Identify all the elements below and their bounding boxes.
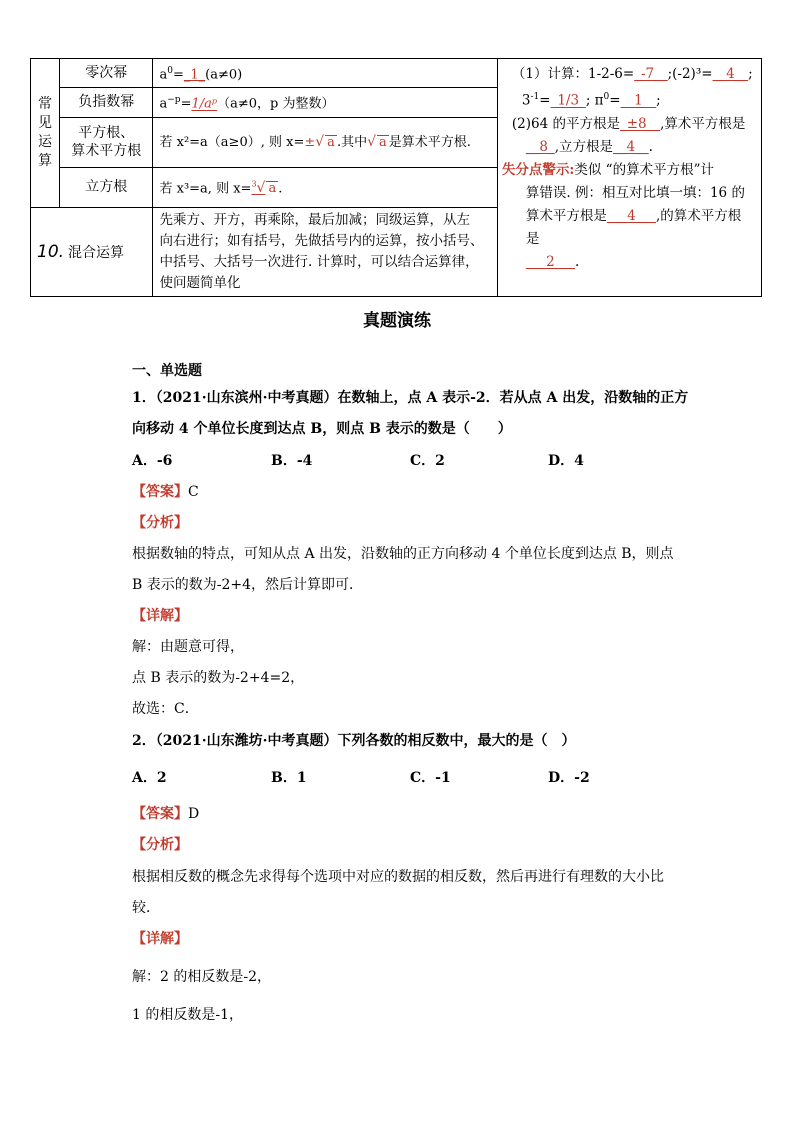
note-sup: 0 bbox=[603, 92, 610, 102]
f-text: = bbox=[172, 67, 184, 83]
side-char: 常 bbox=[38, 95, 53, 112]
note-line-3 bbox=[512, 113, 753, 136]
note-text: ,的算术平方根是 bbox=[525, 207, 742, 247]
item-number: 10. bbox=[37, 241, 65, 262]
side-label bbox=[31, 59, 60, 208]
name-text: 平方根、 bbox=[78, 125, 135, 142]
answer-value: C bbox=[188, 484, 199, 500]
q1-analysis-tag: 【分析】 bbox=[132, 515, 188, 531]
q1-option-a: A．-6 bbox=[132, 453, 173, 469]
q1-line-2: 向移动 4 个单位长度到达点 B，则点 B 表示的数是（ ） bbox=[132, 421, 512, 437]
f-text: .其中 bbox=[336, 134, 368, 150]
note-text: 3 bbox=[521, 92, 531, 109]
note-text: ; bbox=[748, 66, 753, 82]
rule-line: 中括号、大括号一次进行. 计算时，可以结合运算律， bbox=[159, 253, 479, 270]
f-text: 若 x²=a（a≥0）, 则 x= bbox=[159, 134, 305, 150]
note-line-5 bbox=[502, 159, 753, 182]
mixed-operation-name bbox=[31, 207, 153, 296]
note-line-2 bbox=[512, 86, 753, 113]
note-text: ,算术平方根是 bbox=[660, 115, 746, 132]
cube-root-formula bbox=[153, 167, 497, 207]
note-text: (2)64 的平方根是 bbox=[511, 115, 620, 132]
f-text: a bbox=[159, 67, 168, 83]
f-text: 若 x³=a, 则 x= bbox=[159, 181, 252, 197]
f-sup: −p bbox=[167, 95, 181, 106]
q1-detail-line-3: 故选：C． bbox=[132, 701, 199, 717]
q2-detail-line-1: 解：2 的相反数是-2， bbox=[132, 969, 271, 985]
q2-detail-tag: 【详解】 bbox=[132, 931, 188, 947]
note-text: 算术平方根是 bbox=[525, 207, 607, 224]
note-answer: ___2___ bbox=[525, 253, 575, 270]
zero-power-name: 零次幂 bbox=[60, 59, 153, 88]
note-answer: __1__ bbox=[620, 92, 657, 109]
q2-analysis-tag: 【分析】 bbox=[132, 837, 188, 853]
f-text: （a≠0，p 为整数） bbox=[217, 96, 335, 112]
q1-answer bbox=[132, 481, 199, 501]
note-sup: -1 bbox=[530, 92, 540, 102]
note-answer: __4__ bbox=[712, 66, 749, 82]
sqrt-answer: ±√ a bbox=[304, 133, 335, 150]
f-text: . bbox=[278, 181, 283, 197]
note-answer: __8_ bbox=[525, 138, 555, 155]
note-line-7 bbox=[512, 205, 753, 251]
radicand: a bbox=[379, 134, 387, 150]
answer-tag: 【答案】 bbox=[132, 484, 188, 500]
note-text: . bbox=[574, 253, 580, 270]
rule-line: 先乘方、开方，再乘除，最后加减；同级运算，从左 bbox=[159, 211, 470, 228]
note-answer: _-7__ bbox=[634, 66, 668, 82]
note-text: （1）计算：1-2-6= bbox=[511, 66, 635, 82]
square-root-formula: 若 x²=a（a≥0）, 则 x=±√ a .其中√ a 是算术平方根. bbox=[153, 117, 497, 167]
q1-detail-line-1: 解：由题意可得， bbox=[132, 639, 244, 655]
warning-label: 失分点警示: bbox=[501, 161, 575, 178]
note-answer: _±8__ bbox=[619, 115, 661, 132]
section-title: 一、单选题 bbox=[132, 363, 202, 379]
note-text: ,立方根是 bbox=[554, 138, 614, 155]
side-char: 运 bbox=[38, 133, 53, 150]
q1-option-d: D．4 bbox=[548, 453, 584, 469]
q1-line-1: 1．（2021·山东滨州·中考真题）在数轴上，点 A 表示-2．若从点 A 出发，沿数轴的正方 bbox=[132, 390, 689, 406]
note-text: = bbox=[539, 92, 551, 109]
note-text: 类似 “的算术平方根”计 bbox=[574, 161, 714, 178]
name-text: 混合运算 bbox=[68, 244, 125, 261]
note-text: ; π bbox=[585, 92, 604, 109]
q2-analysis-line-2: 较． bbox=[132, 900, 160, 916]
note-text: = bbox=[609, 92, 621, 109]
answer-tag: 【答案】 bbox=[132, 806, 188, 822]
answer-value: D bbox=[188, 806, 200, 822]
note-line-8 bbox=[512, 251, 753, 274]
mixed-operation-rule bbox=[153, 207, 497, 296]
note-line-1 bbox=[512, 63, 753, 86]
note-cell bbox=[497, 59, 761, 297]
note-answer: ___4___ bbox=[606, 207, 656, 224]
negative-power-formula bbox=[153, 88, 497, 117]
note-answer: _1/3_ bbox=[550, 92, 586, 109]
q1-detail-line-2: 点 B 表示的数为-2+4=2， bbox=[132, 670, 305, 686]
radicand: a bbox=[327, 134, 335, 150]
section-heading: 真题演练 bbox=[363, 311, 431, 331]
rule-line: 使问题简单化 bbox=[159, 274, 241, 291]
name-text: 算术平方根 bbox=[71, 143, 142, 160]
side-char: 见 bbox=[38, 114, 53, 131]
radicand: a bbox=[268, 181, 277, 197]
q2-line-1: 2．（2021·山东潍坊·中考真题）下列各数的相反数中，最大的是（ ） bbox=[132, 733, 576, 749]
rule-line: 向右进行；如有括号，先做括号内的运算，按小括号、 bbox=[159, 232, 484, 249]
q1-detail-tag: 【详解】 bbox=[132, 608, 188, 624]
f-text: (a≠0) bbox=[205, 67, 243, 83]
side-char: 算 bbox=[38, 152, 53, 169]
f-text: = bbox=[180, 96, 192, 112]
q1-analysis-line-2: B 表示的数为-2+4，然后计算即可． bbox=[132, 577, 364, 593]
q2-option-d: D．-2 bbox=[548, 770, 590, 786]
cube-root-name: 立方根 bbox=[60, 167, 153, 207]
square-root-name bbox=[60, 117, 153, 167]
note-line-4 bbox=[512, 136, 753, 159]
cube-answer: $^3$√ a bbox=[251, 179, 277, 197]
pm-sign: ± bbox=[304, 134, 316, 150]
q1-analysis-line-1: 根据数轴的特点，可知从点 A 出发，沿数轴的正方向移动 4 个单位长度到达点 B，则点 bbox=[132, 546, 674, 562]
q2-option-a: A．2 bbox=[132, 770, 167, 786]
zero-answer: _1_ bbox=[183, 67, 206, 83]
f-text: 是算术平方根. bbox=[388, 134, 471, 150]
q1-option-b: B．-4 bbox=[271, 453, 313, 469]
q2-analysis-line-1: 根据相反数的概念先求得每个选项中对应的数据的相反数，然后再进行有理数的大小比 bbox=[132, 869, 664, 885]
f-text: a bbox=[159, 96, 168, 112]
root-index: 3 bbox=[251, 179, 257, 189]
knowledge-table bbox=[30, 58, 762, 297]
negative-power-name: 负指数幂 bbox=[60, 88, 153, 117]
note-answer: __4__ bbox=[613, 138, 649, 155]
q2-option-b: B．1 bbox=[271, 770, 307, 786]
note-text: . bbox=[648, 138, 653, 155]
q2-option-c: C．-1 bbox=[410, 770, 451, 786]
f-sup: 0 bbox=[167, 66, 173, 76]
note-text: ; bbox=[656, 92, 661, 109]
note-text: ;(-2)³= bbox=[667, 66, 713, 82]
q2-detail-line-2: 1 的相反数是-1， bbox=[132, 1007, 243, 1023]
q1-option-c: C．2 bbox=[410, 453, 445, 469]
negative-answer: 1/aᵖ bbox=[191, 96, 218, 112]
note-line-6: 算错误. 例：相互对比填一填：16 的 bbox=[525, 184, 745, 201]
q2-answer bbox=[132, 803, 199, 823]
zero-power-formula bbox=[153, 59, 497, 88]
